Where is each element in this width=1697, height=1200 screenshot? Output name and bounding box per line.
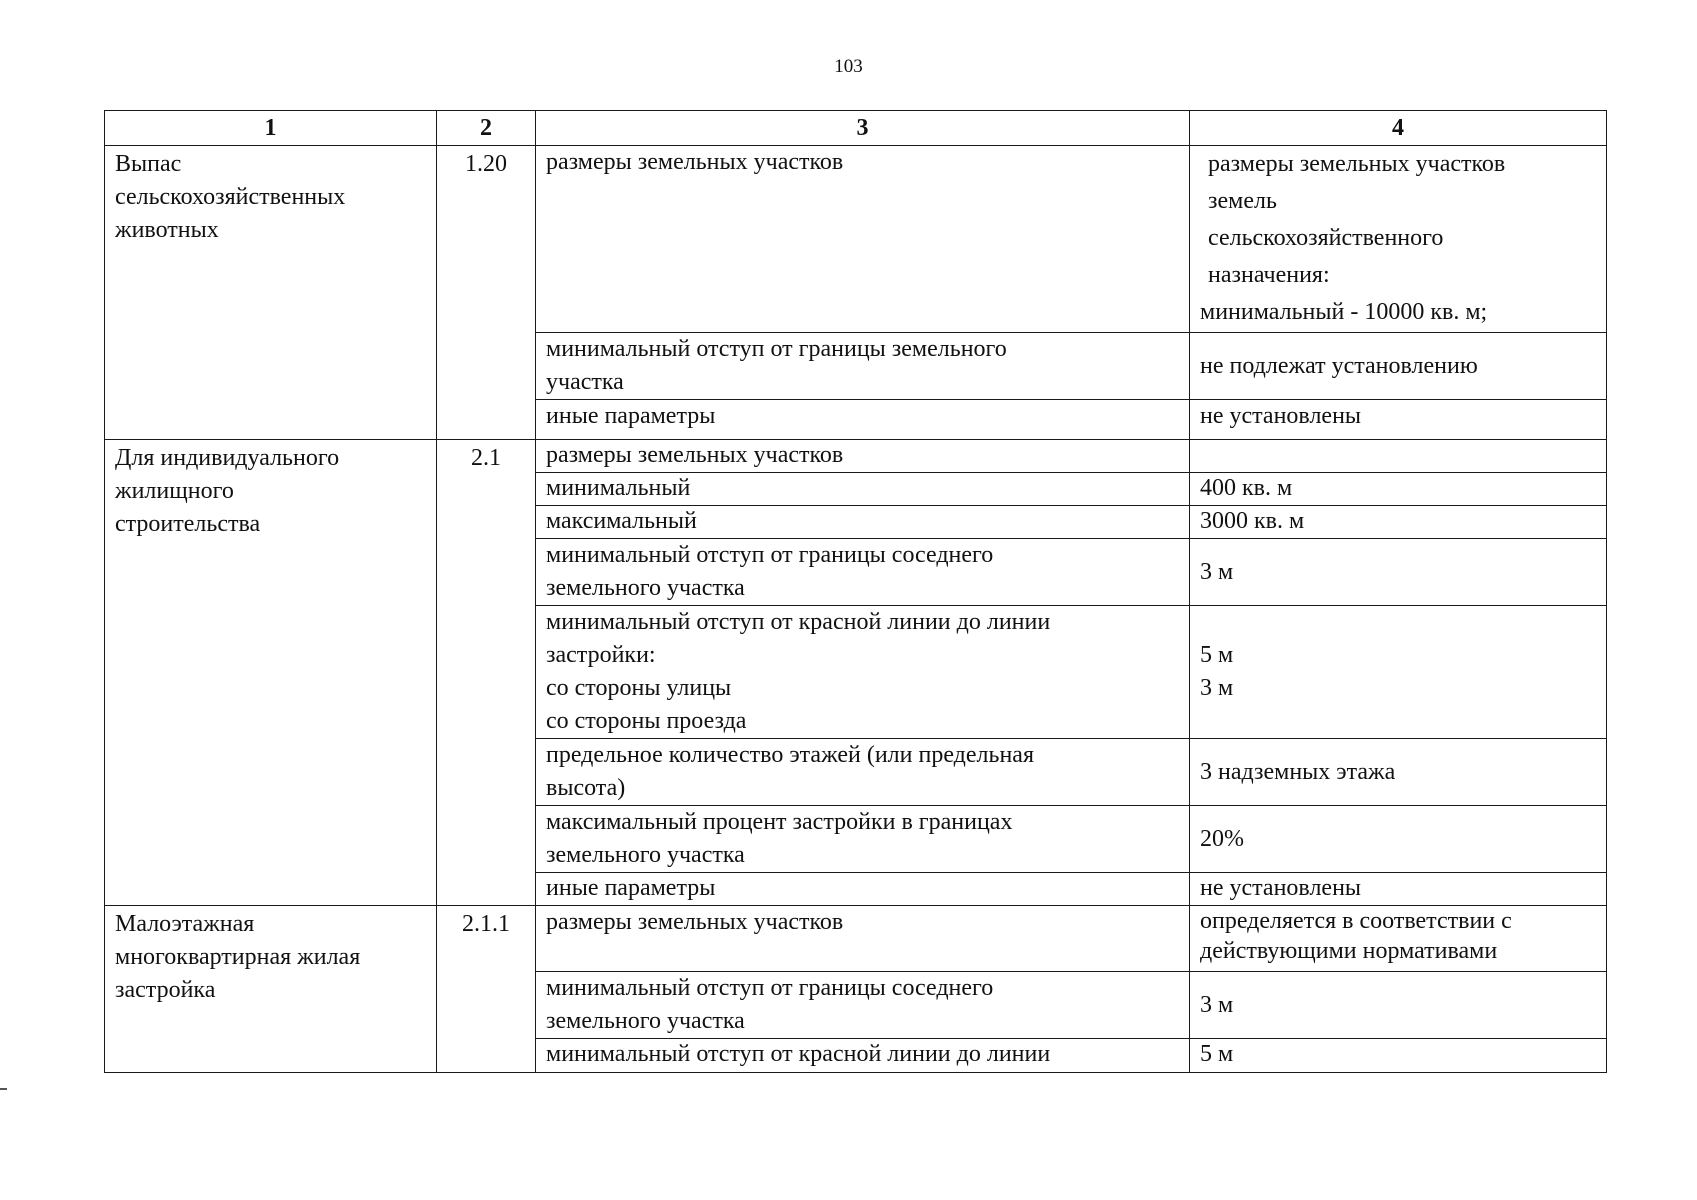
value-text: не установлены — [1200, 403, 1362, 429]
land-use-code: 2.1.1 — [437, 906, 536, 1073]
land-use-name-line: Для индивидуального — [115, 445, 340, 471]
parameter-text: со стороны улицы — [546, 675, 732, 701]
value-cell — [1190, 739, 1607, 806]
parameter-text: минимальный отступ от границы соседнего — [546, 975, 994, 1001]
parameter-text: минимальный — [546, 475, 691, 501]
parameter-text: минимальный отступ от красной линии до линии — [546, 1041, 1051, 1067]
value-text: 5 м — [1200, 642, 1234, 668]
column-header-1: 1 — [105, 111, 437, 146]
land-use-name-line: жилищного — [115, 478, 234, 504]
value-cell — [1190, 906, 1607, 972]
value-text: 3000 кв. м — [1200, 508, 1305, 534]
parameter-text: максимальный процент застройки в границах — [546, 809, 1013, 835]
value-text: не подлежат установлению — [1200, 352, 1478, 379]
value-cell — [1190, 400, 1607, 440]
parameter-text: высота) — [546, 775, 626, 801]
parameter-text: иные параметры — [546, 875, 716, 901]
table-row — [105, 440, 1607, 473]
value-cell — [1190, 146, 1607, 333]
parameter-text: со стороны проезда — [546, 708, 747, 734]
parameter-cell — [536, 539, 1190, 606]
value-text: определяется в соответствии с — [1200, 908, 1512, 934]
parameter-cell — [536, 739, 1190, 806]
land-use-name-line: Малоэтажная — [115, 911, 255, 937]
land-use-name-line: строительства — [115, 511, 261, 537]
value-text: 3 м — [1200, 675, 1234, 701]
parameter-text: размеры земельных участков — [546, 442, 844, 468]
parameter-cell — [536, 873, 1190, 906]
page-number: 103 — [834, 56, 863, 77]
value-text: 3 надземных этажа — [1200, 758, 1396, 785]
parameter-cell — [536, 440, 1190, 473]
land-use-name-line: Выпас — [115, 151, 182, 177]
parameter-text: иные параметры — [546, 403, 716, 429]
land-use-name — [105, 440, 437, 906]
value-text: 20% — [1200, 825, 1244, 852]
value-text: не установлены — [1200, 875, 1362, 901]
value-cell — [1190, 606, 1607, 739]
value-text: 3 м — [1200, 991, 1234, 1018]
parameter-cell — [536, 506, 1190, 539]
parameter-cell — [536, 146, 1190, 333]
value-cell — [1190, 539, 1607, 606]
parameter-text: минимальный отступ от красной линии до линии — [546, 609, 1051, 635]
parameter-cell — [536, 906, 1190, 972]
parameter-text: размеры земельных участков — [546, 149, 844, 175]
value-text: действующими нормативами — [1200, 938, 1498, 964]
parameter-cell — [536, 972, 1190, 1039]
parameter-cell — [536, 806, 1190, 873]
value-text: размеры земельных участков — [1208, 151, 1506, 177]
column-header-2: 2 — [437, 111, 536, 146]
parameter-cell — [536, 606, 1190, 739]
value-cell — [1190, 333, 1607, 400]
regulations-table — [104, 110, 1607, 1073]
column-header-4: 4 — [1190, 111, 1607, 146]
parameter-text: размеры земельных участков — [546, 909, 844, 935]
land-use-name — [105, 146, 437, 440]
land-use-name-line: многоквартирная жилая — [115, 944, 361, 970]
parameter-text: участка — [546, 369, 624, 395]
parameter-cell — [536, 473, 1190, 506]
value-text: назначения: — [1208, 262, 1330, 288]
value-cell — [1190, 506, 1607, 539]
value-text: 3 м — [1200, 558, 1234, 585]
value-text: 400 кв. м — [1200, 475, 1293, 501]
parameter-cell — [536, 333, 1190, 400]
value-text: земель — [1208, 188, 1277, 214]
value-cell — [1190, 806, 1607, 873]
value-cell — [1190, 972, 1607, 1039]
column-header-3: 3 — [536, 111, 1190, 146]
value-text: минимальный - 10000 кв. м; — [1200, 299, 1488, 325]
parameter-cell — [536, 1039, 1190, 1073]
parameter-text: минимальный отступ от границы земельного — [546, 336, 1007, 362]
parameter-text: земельного участка — [546, 575, 745, 601]
parameter-text: предельное количество этажей (или предельная — [546, 742, 1034, 768]
land-use-code: 1.20 — [437, 146, 536, 440]
parameter-text: земельного участка — [546, 842, 745, 868]
value-cell — [1190, 473, 1607, 506]
table-row — [105, 906, 1607, 972]
parameter-cell — [536, 400, 1190, 440]
land-use-name — [105, 906, 437, 1073]
value-cell — [1190, 1039, 1607, 1073]
value-cell — [1190, 873, 1607, 906]
land-use-name-line: застройка — [115, 977, 216, 1003]
land-use-code: 2.1 — [437, 440, 536, 906]
parameter-text: застройки: — [546, 642, 656, 668]
value-text: сельскохозяйственного — [1208, 225, 1444, 251]
land-use-name-line: сельскохозяйственных — [115, 184, 346, 210]
value-text: 5 м — [1200, 1041, 1234, 1067]
header-row — [105, 111, 1607, 146]
value-cell — [1190, 440, 1607, 473]
land-use-name-line: животных — [115, 217, 219, 243]
scan-margin-mark — [0, 1088, 7, 1090]
parameter-text: максимальный — [546, 508, 697, 534]
table-row — [105, 146, 1607, 333]
parameter-text: минимальный отступ от границы соседнего — [546, 542, 994, 568]
parameter-text: земельного участка — [546, 1008, 745, 1034]
